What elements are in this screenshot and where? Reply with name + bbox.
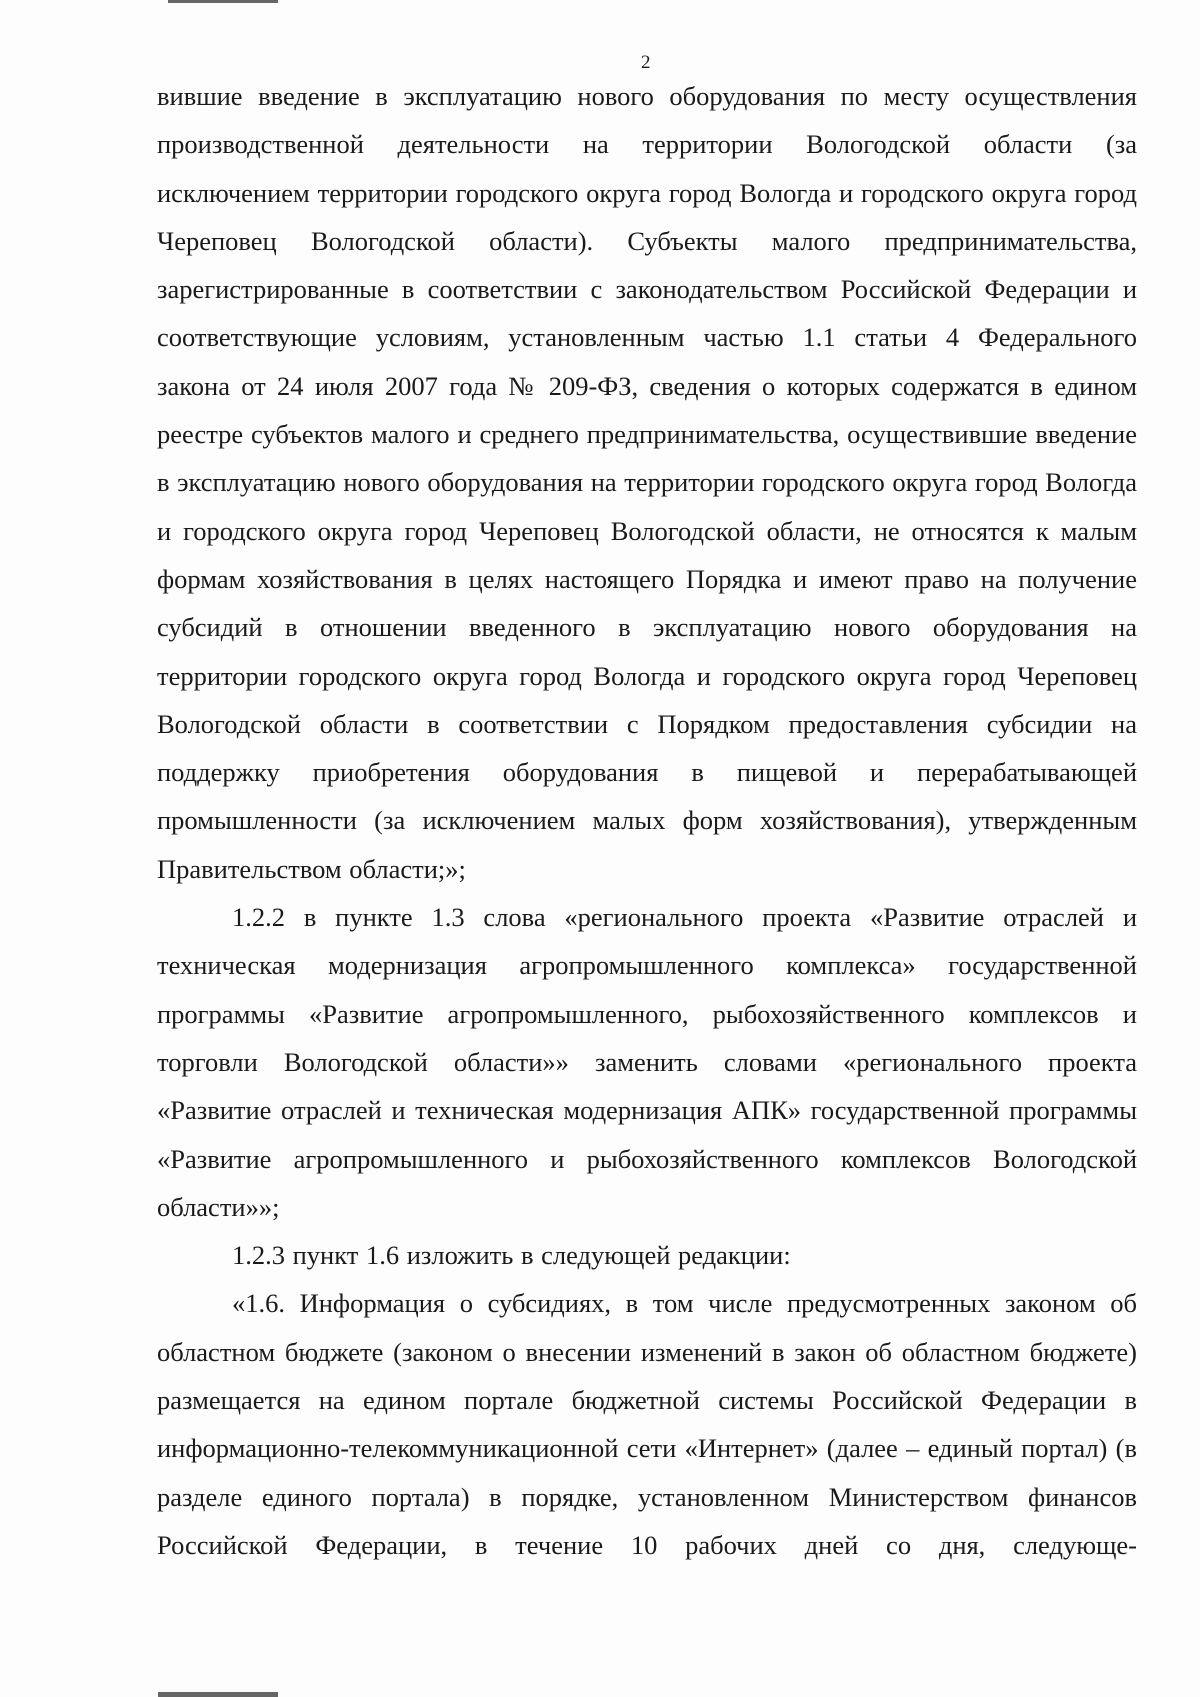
document-body bbox=[157, 72, 1137, 1569]
scan-artifact-bottom bbox=[158, 1692, 278, 1697]
page-number: 2 bbox=[641, 52, 651, 73]
paragraph-item-1-2-3: 1.2.3 пункт 1.6 изложить в следующей редакции: bbox=[232, 1240, 791, 1271]
paragraph-item-1-2-2: 1.2.2 в пункте 1.3 слова «регионального проекта «Развитие отраслей и техническая модернизация агропромышленного комплекса» государственной программы «Развитие агропромышленного, рыбохозяйственного комплексов и торговли Вологодской области»» заменить словами «регионального проекта «Развитие отраслей и техническая модернизация АПК» государственной программы «Развитие агропромышленного и рыбохозяйственного комплексов Вологодской области»»; bbox=[157, 902, 1137, 1222]
paragraph-item-1-6: «1.6. Информация о субсидиях, в том числе предусмотренных законом об областном бюджете (законом о внесении изменений в закон об областном бюджете) размещается на едином портале бюджетной системы Российской Федерации в информационно-телекоммуникационной сети «Интернет» (далее – единый портал) (в разделе единого портала) в порядке, установленном Министерством финансов Российской Федерации, в течение 10 рабочих дней со дня, следующе- bbox=[157, 1288, 1137, 1560]
scan-artifact-top bbox=[168, 0, 278, 3]
paragraph-continuation: вившие введение в эксплуатацию нового оборудования по месту осуществления производственной деятельности на территории Вологодской области (за исключением территории городского округа город Вологда и городского округа город Череповец Вологодской области). Субъекты малого предпринимательства, зарегистрированные в соответствии с законодательством Российской Федерации и соответствующие условиям, установленным частью 1.1 статьи 4 Федерального закона от 24 июля 2007 года № 209-ФЗ, сведения о которых содержатся в едином реестре субъектов малого и среднего предпринимательства, осуществившие введение в эксплуатацию нового оборудования на территории городского округа город Вологда и городского округа город Череповец Вологодской области, не относятся к малым формам хозяйствования в целях настоящего Порядка и имеют право на получение субсидий в отношении введенного в эксплуатацию нового оборудования на территории городского округа город Вологда и городского округа город Череповец Вологодской области в соответствии с Порядком предоставления субсидии на поддержку приобретения оборудования в пищевой и перерабатывающей промышленности (за исключением малых форм хозяйствования), утвержденным Правительством области;»; bbox=[157, 81, 1138, 884]
